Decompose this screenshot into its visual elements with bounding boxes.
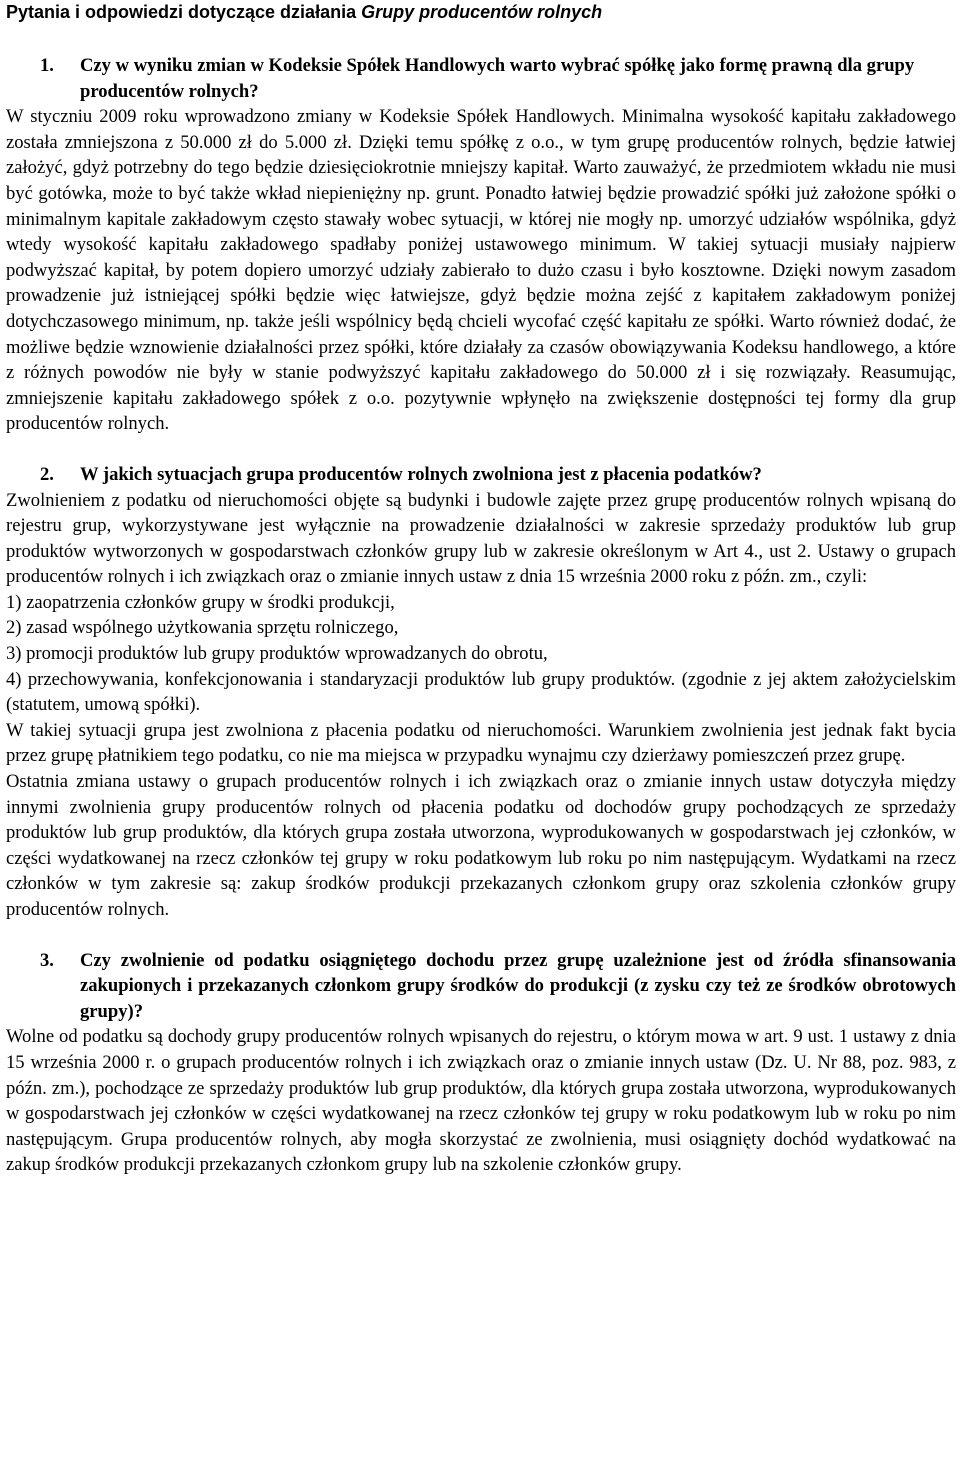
answer-2-list-item: 2) zasad wspólnego użytkowania sprzętu rolniczego, [6,617,399,639]
question-3-heading [6,948,956,1025]
answer-1-part2: Warto zauważyć, że przedmiotem wkładu nie musi być gotówka, może to być także wkład niepieniężny np. grunt. Ponadto łatwiej będzie prowadzić spółki już założone spółki o minimalnym kapitale zakładowym często stawały wobec sytuacji, w której nie mogły np. umorzyć udziałów wspólnika, gdyż wtedy wysokość kapitału zakładowego spadłaby poniżej ustawowego minimum. W takiej sytuacji musiały najpierw podwyższać kapitał, by potem dopiero umorzyć udziały zabierało to dużo czasu i było kosztowne. Dzięki nowym zasadom prowadzenie już istniejącej spółki będzie więc łatwiejsze, gdyż będzie można zejść z kapitałem zakładowym poniżej dotychczasowego minimum, np. także jeśli wspólnicy będą chcieli wycofać część kapitału ze spółki. Warto również dodać, że możliwe będzie wznowienie działalności przez spółki, które działały za czasów obowiązywania Kodeksu handlowego, a które z różnych powodów nie były w stanie podwyższyć kapitału zakładowego do 50.000 zł i się rozwiązały. Reasumując, zmniejszenie kapitału zakładowego spółek z o.o. pozytywnie wpłynęło na zwiększenie dostępności tej formy dla grup producentów rolnych. [6,157,956,435]
answer-2-list-item: 1) zaopatrzenia członków grupy w środki produkcji, [6,591,395,613]
answer-2-paragraph-3: Ostatnia zmiana ustawy o grupach producentów rolnych i ich związkach oraz o zmianie innych ustaw dotyczyła między innymi zwolnienia grupy producentów rolnych od płacenia podatku od dochodów grupy pochodzących ze sprzedaży produktów lub grup produktów, dla których grupa została utworzona, wyprodukowanych w gospodarstwach jej członków, w części wydatkowanej na rzecz członków tej grupy w roku podatkowym lub roku po nim następującym. Wydatkami na rzecz członków w tym zakresie są: zakup środków produkcji przekazanych członkom grupy oraz szkolenia członków grupy producentów rolnych. [6,771,956,920]
answer-2-list-item: 4) przechowywania, konfekcjonowania i standaryzacji produktów lub grupy produktów. (zgodnie z jej aktem założycielskim (statutem, umową spółki). [6,668,956,716]
answer-2-paragraph-2: W takiej sytuacji grupa jest zwolniona z płacenia podatku od nieruchomości. Warunkiem zwolnienia jest jednak fakt bycia przez grupę płatnikiem tego podatku, co nie ma miejsca w przypadku wynajmu czy dzierżawy pomieszczeń przez grupę. [6,719,956,767]
page-title [6,0,956,23]
title-italic-text: Grupy producentów rolnych [361,2,603,22]
answer-1-part1: W styczniu 2009 roku wprowadzono zmiany w Kodeksie Spółek Handlowych. Minimalna wysokość kapitału zakładowego została zmniejszona z 50.000 zł do 5.000 zł. Dzięki temu spółkę z o.o., w tym grupę producentów rolnych, będzie łatwiej założyć, gdyż potrzebny do tego będzie dziesięciokrotnie mniejszy kapitał. [6,106,956,179]
question-number: 3. [40,949,54,971]
question-text: Czy zwolnienie od podatku osiągniętego dochodu przez grupę uzależnione jest od źródła sfinansowania zakupionych i przekazanych członkom grupy środków do produkcji (z zysku czy też ze środków obrotowych grupy)? [80,949,956,1022]
answer-1-paragraph [6,104,956,437]
question-number: 2. [40,463,54,485]
question-number: 1. [40,55,54,76]
question-text: W jakich sytuacjach grupa producentów rolnych zwolniona jest z płacenia podatków? [80,463,762,485]
question-text: Czy w wyniku zmian w Kodeksie Spółek Handlowych warto wybrać spółkę jako formę prawną dla grupy producentów rolnych? [80,55,915,102]
question-1-heading [6,53,956,104]
answer-2-intro: Zwolnieniem z podatku od nieruchomości objęte są budynki i budowle zajęte przez grupę producentów rolnych wpisaną do rejestru grup, wykorzystywane jest wyłącznie na prowadzenie działalności w zakresie sprzedaży produktów lub grup produktów wytworzonych w gospodarstwach członków grupy lub w zakresie określonym w Art 4., ust 2. Ustawy o grupach producentów rolnych i ich związkach oraz o zmianie innych ustaw z dnia 15 września 2000 roku z późn. zm., czyli: [6,489,956,588]
answer-2-list-item: 3) promocji produktów lub grupy produktów wprowadzanych do obrotu, [6,643,548,665]
question-2-heading [6,462,956,488]
answer-3-paragraph: Wolne od podatku są dochody grupy producentów rolnych wpisanych do rejestru, o którym mowa w art. 9 ust. 1 ustawy z dnia 15 września 2000 r. o grupach producentów rolnych i ich związkach oraz o zmianie innych ustaw (Dz. U. Nr 88, poz. 983, z późn. zm.), pochodzące ze sprzedaży produktów lub grup produktów, dla których grupa została utworzona, wyprodukowanych w gospodarstwach jej członków w części wydatkowanej na rzecz członków tej grupy w roku podatkowym lub w roku po nim następującym. Grupa producentów rolnych, aby mogła skorzystać ze zwolnienia, musi osiągnięty dochód wydatkować na zakup środków produkcji przekazanych członkom grupy lub na szkolenie członków grupy. [6,1026,956,1176]
title-text: Pytania i odpowiedzi dotyczące działania [6,2,362,22]
